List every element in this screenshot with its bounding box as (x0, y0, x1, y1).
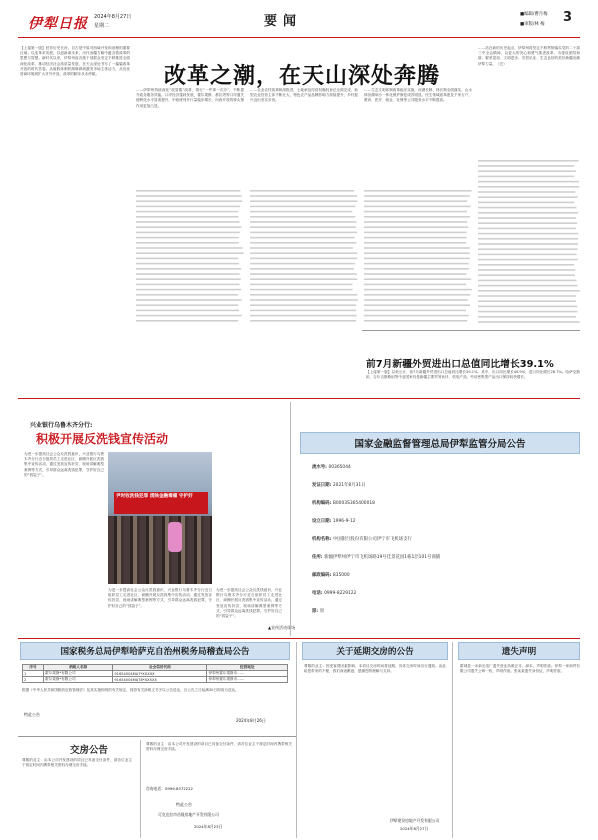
section-divider-2 (18, 638, 580, 639)
issue-weekday: 星期二 (94, 23, 110, 29)
text-line (478, 217, 576, 219)
notice-tax-table (22, 664, 288, 683)
notice-lost-title (458, 642, 580, 660)
text-line (250, 278, 357, 280)
table-cell: 霍尔果斯*有限公司 (44, 677, 113, 683)
section-divider-3 (18, 736, 296, 737)
text-line (364, 268, 469, 270)
text-line (478, 316, 576, 318)
photo-pink-figure (168, 522, 182, 552)
story3-headline: 积极开展反洗钱宣传活动 (36, 432, 169, 446)
lead-body-col4: ……生态文明体制改革稳步实施，河湖长制、林长制全面落实，山水林田湖草沙一体化保护修复成效明显。民生领域改革惠及千家万户，教育、医疗、就业、社保等公共服务水平不断提高。 (364, 88, 472, 103)
notice-tax-date: 2024年8月26日 (236, 718, 266, 723)
text-line (364, 247, 470, 249)
story2-rule (362, 330, 580, 331)
finance-field-value: 1996-9-12 (332, 519, 356, 524)
text-line (364, 216, 470, 218)
text-line (364, 263, 469, 265)
text-line (136, 237, 239, 239)
text-line (250, 284, 352, 286)
finance-field-value: 2021年8月31日 (332, 483, 366, 488)
text-line (478, 170, 576, 172)
notice-lost-body: 霍城县一米新光电厂遗失营业执照正本、副本，声明作废。伊犁一家商贸有限公司遗失公章一枚，声明作废。张某某遗失身份证，声明作废。 (460, 664, 580, 674)
finance-field-row (312, 572, 580, 578)
text-line (136, 242, 239, 244)
finance-field-key: 住所: (312, 555, 325, 560)
notice-handover-company: 可克达拉市昌隆房地产开发有限公司 (158, 812, 219, 817)
text-line (250, 232, 357, 234)
story3-body-col2: 为进一步提高社会公众反洗钱意识，兴业银行乌鲁木齐分行近日组织员工走进社区、商圈开展反洗钱集中宣传活动，通过发放宣传折页、现场讲解典型案例等方式，引导群众远离洗钱犯罪，守护好自己的“钱袋子”。 (108, 588, 212, 608)
notice-finance-title (300, 432, 580, 454)
text-line (364, 299, 468, 301)
section-title: 要闻 (264, 14, 303, 29)
story3-kicker: 兴业银行乌鲁木齐分行: (30, 422, 93, 429)
text-line (136, 278, 241, 280)
text-line (136, 200, 242, 202)
text-line (364, 226, 468, 228)
text-line (478, 181, 579, 183)
text-line (250, 237, 355, 239)
finance-field-key: 机构名称: (312, 537, 333, 542)
lead-body-col2: ……伊犁州持续深化“放管服”改革，推行“一件事一次办”，不断提升政务服务效能。口岸经济蓬勃发展，霍尔果斯、都拉塔等口岸通关便利化水平显著提升，中欧班列开行量稳步增长，向西开放的桥头堡作用更加凸显。 (136, 88, 244, 108)
text-line (478, 295, 576, 297)
text-line (136, 263, 239, 265)
text-line (478, 186, 579, 188)
text-line (478, 300, 576, 302)
finance-field-key: 流水号: (312, 465, 329, 470)
text-line (478, 269, 575, 271)
finance-field-key: 电话: (312, 591, 325, 596)
text-line (250, 252, 357, 254)
table-cell: 91654004MA78*XXXXX (113, 677, 207, 683)
page-proof: ■审版/林 梅 (520, 22, 545, 27)
notice-handover-title: 交房公告 (70, 745, 109, 756)
text-line (364, 278, 471, 280)
text-line (250, 221, 356, 223)
table-header-cell: 经营地址 (207, 665, 288, 671)
finance-field-row (312, 482, 580, 488)
text-line (478, 191, 575, 193)
finance-field-row (312, 464, 580, 470)
text-line (136, 195, 242, 197)
text-line (478, 238, 578, 240)
story2-headline: 前7月新疆外贸进出口总值同比增长39.1% (366, 359, 554, 370)
text-line (478, 243, 578, 245)
text-line (478, 207, 576, 209)
divider-v3 (452, 642, 453, 838)
text-line (250, 304, 356, 306)
text-line (250, 258, 357, 260)
text-line (478, 264, 574, 266)
notice-tax-title-text: 国家税务总局伊犁哈萨克自治州税务局稽查局公告 (60, 647, 250, 657)
table-cell: 91654004MA7*XXXXX (113, 671, 207, 677)
text-line (364, 289, 472, 291)
text-line (250, 289, 352, 291)
notice-lost-title-text: 遗失声明 (501, 647, 537, 657)
text-line (364, 273, 467, 275)
text-line (136, 258, 238, 260)
text-line (364, 320, 467, 322)
text-line (478, 311, 577, 313)
notice-tax-title (20, 642, 290, 660)
table-header-cell: 序号 (23, 665, 44, 671)
story3-photo-caption: ▲宣传活动现场 (268, 625, 296, 630)
text-line (478, 259, 578, 261)
text-line (478, 160, 579, 162)
text-line (478, 165, 574, 167)
text-line (250, 200, 357, 202)
finance-field-row (312, 536, 580, 542)
paper-logo: 伊犁日报 (28, 16, 88, 32)
text-line (364, 206, 471, 208)
text-line (478, 176, 574, 178)
notice-tax-body: 根据《中华人民共和国税收征收管理法》及其实施细则的有关规定，现将有关涉税文书予以公告送达，自公告之日起满30日即视为送达。 (22, 688, 239, 692)
text-line (136, 310, 239, 312)
text-line (478, 285, 578, 287)
text-line (364, 211, 467, 213)
issue-date: 2024年8月27日 (94, 14, 132, 20)
photo-people (108, 516, 212, 584)
text-line (364, 190, 472, 192)
text-line (136, 294, 238, 296)
text-line (250, 299, 358, 301)
text-line (478, 321, 580, 323)
text-line (478, 280, 576, 282)
text-line (250, 242, 356, 244)
notice-extend-title-text: 关于延期交房的公告 (336, 647, 414, 657)
finance-field-value: 中国银行股份有限公司伊宁市飞机场支行 (332, 537, 412, 542)
divider-v4 (140, 740, 141, 838)
table-row (23, 677, 288, 683)
text-line (250, 315, 357, 317)
text-line (250, 320, 356, 322)
finance-field-value: 00365044 (328, 465, 351, 470)
finance-field-key: 原: (312, 609, 320, 614)
text-line (136, 221, 240, 223)
finance-field-key: 机构编码: (312, 501, 333, 506)
text-line (250, 310, 356, 312)
finance-field-row (312, 500, 580, 506)
finance-field-value: 新疆伊犁州伊宁市飞机场路19号佳景花园1栋1层101号商铺 (324, 555, 441, 560)
text-line (136, 284, 240, 286)
text-line (364, 304, 470, 306)
finance-field-value: 835000 (332, 573, 350, 578)
notice-handover-body-2: 尊敬的业主：由本公司开发建设的项目已具备交付条件，请各位业主于规定时间内携带相关资料办理交房手续。 (146, 742, 292, 752)
notice-extend-body: 尊敬的业主：因受客观因素影响，本项目交房时间将延期，具体交房时间另行通知。由此给您带来的不便，我们深表歉意，感谢您的理解与支持。 (304, 664, 446, 674)
finance-field-value: B0003S365400018 (332, 501, 375, 506)
text-line (250, 247, 353, 249)
text-line (478, 248, 578, 250)
text-line (364, 232, 467, 234)
story3-body-col3: 为进一步提高社会公众反洗钱意识，兴业银行乌鲁木齐分行近日组织员工走进社区、商圈开展反洗钱集中宣传活动，通过发放宣传折页、现场讲解典型案例等方式，引导群众远离洗钱犯罪，守护好自己的“钱袋子”。 (216, 588, 282, 619)
notice-handover-date: 2024年8月23日 (194, 824, 223, 829)
text-line (478, 254, 577, 256)
text-line (364, 284, 466, 286)
finance-field-key: 邮政编码: (312, 573, 333, 578)
text-line (364, 237, 467, 239)
text-line (136, 216, 239, 218)
text-line (136, 268, 241, 270)
text-line (136, 315, 242, 317)
notice-handover-body: 尊敬的业主：由本公司开发建设的项目已具备交付条件，请各位业主于规定时间内携带相关资料办理交房手续。 (22, 758, 132, 768)
table-header-cell: 纳税人名称 (44, 665, 113, 671)
section-divider-1 (18, 398, 580, 399)
text-line (478, 228, 576, 230)
finance-field-key: 发证日期: (312, 483, 333, 488)
text-line (250, 294, 357, 296)
lead-text-texture (0, 0, 598, 380)
text-line (136, 190, 240, 192)
finance-field-value: 0999-8229122 (324, 591, 357, 596)
table-cell: 2 (23, 677, 44, 683)
notice-extend-date: 2024年8月27日 (400, 826, 429, 831)
page-editor: ■编辑/曹月梅 (520, 12, 548, 17)
text-line (364, 242, 466, 244)
lead-body-col3: ……农业农村改革纵深推进，土地承包经营权确权登记全面完成，新型农业经营主体不断壮大，特色农产品品牌影响力持续提升，乡村振兴迈出坚实步伐。 (250, 88, 358, 103)
text-line (136, 252, 244, 254)
text-line (364, 195, 470, 197)
text-line (136, 273, 240, 275)
story3-body: 为进一步提高社会公众反洗钱意识，兴业银行乌鲁木齐分行近日组织员工走进社区、商圈开展反洗钱集中宣传活动，通过发放宣传折页、现场讲解典型案例等方式，引导群众远离洗钱犯罪，守护好自己的“钱袋子”。 (24, 452, 104, 477)
text-line (478, 306, 577, 308)
text-line (136, 320, 238, 322)
notice-finance-title-text: 国家金融监督管理总局伊犁监管分局公告 (354, 439, 526, 450)
table-cell: 伊犁州霍尔果斯市…… (207, 677, 288, 683)
text-line (250, 190, 354, 192)
text-line (478, 233, 578, 235)
text-line (250, 263, 355, 265)
notice-extend-footer: 伊犁建设房地产开发有限公司 (390, 818, 440, 823)
notice-extend-title (302, 642, 448, 660)
text-line (364, 315, 469, 317)
text-line (136, 299, 242, 301)
text-line (478, 196, 578, 198)
notice-tax-footer: 特此公告 (24, 712, 40, 717)
finance-field-row (312, 554, 580, 560)
text-line (478, 274, 575, 276)
page-number: 3 (563, 10, 573, 25)
table-header-cell: 社会信用代码 (113, 665, 207, 671)
lead-body-col1: 【上接第一版】回首历史长河，自古是中原对西域开发和治理的重要区域。以变革求发展，以创新谋未来，历代治疆方略中蕴含着改革的思想与智慧。新时代以来，伊犁州直各族干部群众坚定不移推进全面深化改革，推动经济社会高质量发展，在天山深处书写了一篇篇改革开放的时代答卷。从破除体制机制障碍到激发市场主体活力，从优化营商环境到扩大对外开放，改革的脚步从未停歇。 (20, 46, 130, 77)
text-line (250, 206, 355, 208)
table-cell: 霍尔果斯*有限公司 (44, 671, 113, 677)
text-line (364, 221, 467, 223)
photo-banner: 尹时收洗钱犯罪 清除金融毒瘤 守护好 (114, 492, 208, 514)
text-line (136, 211, 238, 213)
text-line (250, 195, 357, 197)
text-line (136, 247, 243, 249)
text-line (364, 252, 470, 254)
story2-body: 【上接第一版】以美元计，前7月新疆外贸进出口总值同比增长39.1%。其中，出口同比增长40.9%，进口同比增长28.7%。哈萨克斯坦、吉尔吉斯斯坦等中亚国家仍是新疆主要贸易伙伴，机电产品、劳动密集型产品出口保持较快增长。 (366, 370, 580, 380)
text-line (250, 226, 356, 228)
text-line (250, 268, 354, 270)
text-line (364, 310, 466, 312)
finance-field-row (312, 518, 580, 524)
finance-field-key: 设立日期: (312, 519, 333, 524)
text-line (136, 232, 240, 234)
lead-headline: 改革之潮，在天山深处奔腾 (164, 63, 441, 89)
text-line (364, 258, 470, 260)
divider-v2 (296, 642, 297, 838)
text-line (478, 290, 580, 292)
lead-body-col5: ……站在新的历史起点，伊犁州将坚定不移贯彻落实党的二十届三中全会精神，以更大的决心和勇气推进改革，为建设团结和谐、繁荣富裕、文明进步、安居乐业、生态良好的美好新疆贡献伊犁力量。（完） (478, 46, 580, 66)
story3-photo (108, 452, 212, 584)
text-line (364, 200, 467, 202)
text-line (136, 304, 238, 306)
text-line (478, 212, 578, 214)
text-line (250, 216, 355, 218)
notice-handover-footer: 特此公告 (176, 802, 192, 807)
text-line (478, 202, 574, 204)
notice-finance-fields (312, 464, 580, 636)
finance-field-row (312, 590, 580, 596)
divider-v1 (290, 402, 291, 636)
text-line (250, 211, 352, 213)
table-cell: 伊犁州霍尔果斯市…… (207, 671, 288, 677)
text-line (364, 294, 470, 296)
text-line (136, 206, 240, 208)
text-line (136, 289, 241, 291)
text-line (136, 226, 241, 228)
table-cell: 1 (23, 671, 44, 677)
text-line (250, 273, 357, 275)
notice-handover-contact: 咨询电话：0999-8372222 (146, 786, 193, 791)
text-line (478, 222, 577, 224)
finance-field-value: 原 (319, 609, 325, 614)
finance-field-row (312, 608, 580, 614)
